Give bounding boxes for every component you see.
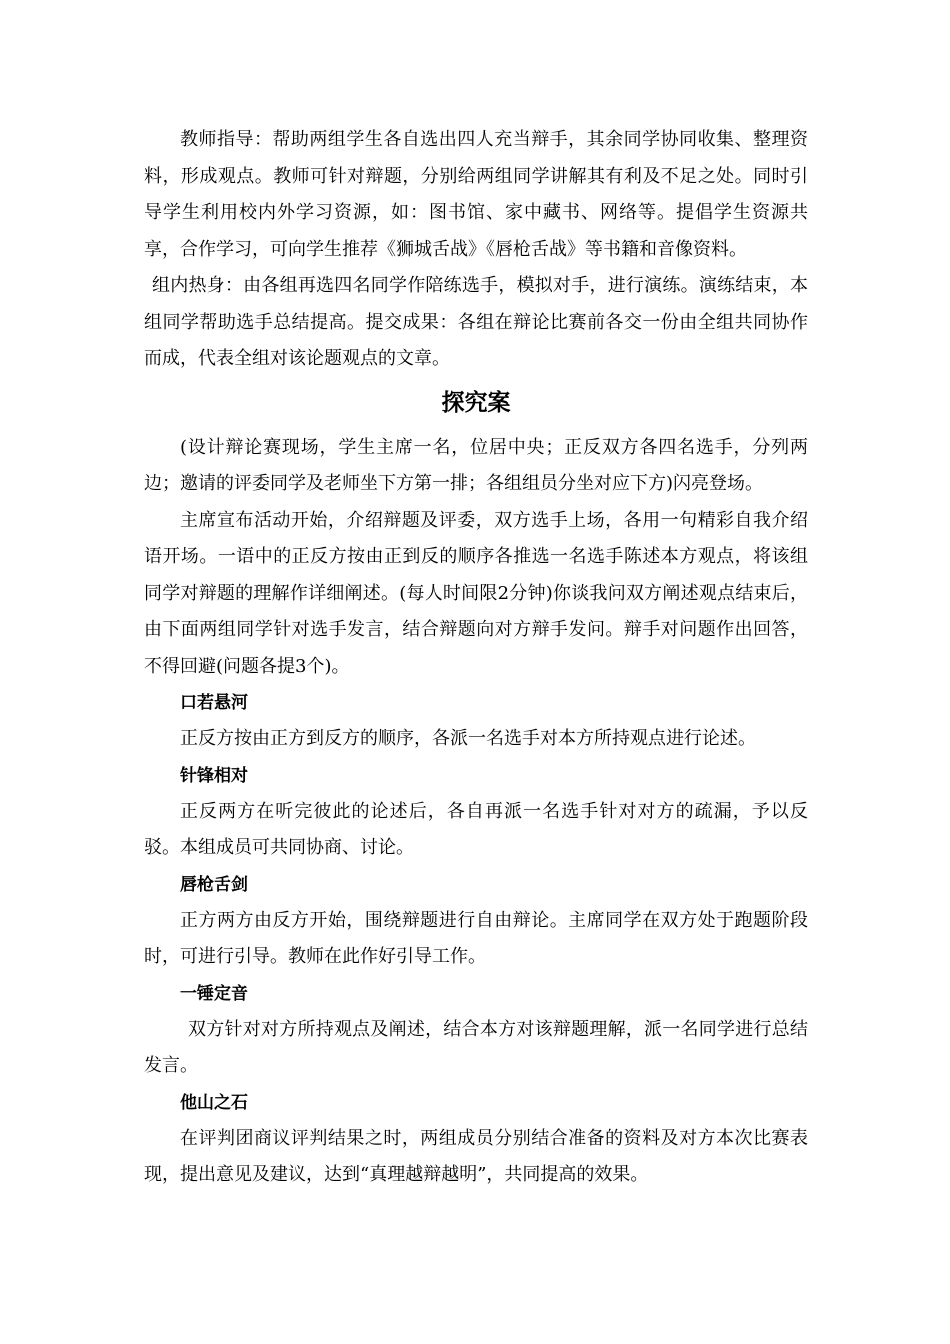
stage-title-1: 口若悬河 <box>180 693 248 713</box>
section-title: 探究案 <box>441 389 511 416</box>
stage-text-1: 正反方按由正方到反方的顺序，各派一名选手对本方所持观点进行论述。 <box>180 728 756 749</box>
paragraph-teacher-guidance: 教师指导：帮助两组学生各自选出四人充当辩手，其余同学协同收集、整理资料，形成观点。教师可针对辩题，分别给两组同学讲解其有利及不足之处。同时引导学生利用校内外学习资源，如：图书馆、家中藏书、网络等。提倡学生资源共享，合作学习，可向学生推荐《狮城舌战》《唇枪舌战》等书籍和音像资料。 <box>144 129 808 260</box>
stage-title-4: 一锤定音 <box>180 983 248 1004</box>
stage-title-2: 针锋相对 <box>180 765 248 786</box>
stage-text-4: 双方针对对方所持观点及阐述，结合本方对该辩题理解，派一名同学进行总结发言。 <box>144 1018 808 1076</box>
stage-text-2: 正反两方在听完彼此的论述后，各自再派一名选手针对对方的疏漏，予以反驳。本组成员可共同协商、讨论。 <box>144 800 808 858</box>
stage-title-5: 他山之石 <box>180 1092 248 1113</box>
paragraph-group-warmup: 组内热身：由各组再选四名同学作陪练选手，模拟对手，进行演练。演练结束，本组同学帮助选手总结提高。提交成果：各组在辩论比赛前各交一份由全组共同协作而成，代表全组对该论题观点的文章。 <box>144 275 808 369</box>
paragraph-setup: (设计辩论赛现场，学生主席一名，位居中央；正反双方各四名选手，分列两边；邀请的评委同学及老师坐下方第一排；各组组员分坐对应下方)闪亮登场。 <box>144 436 808 494</box>
stage-text-5: 在评判团商议评判结果之时，两组成员分别结合准备的资料及对方本次比赛表现，提出意见及建议，达到“真理越辩越明”，共同提高的效果。 <box>144 1127 808 1185</box>
stage-text-3: 正方两方由反方开始，围绕辩题进行自由辩论。主席同学在双方处于跑题阶段时，可进行引导。教师在此作好引导工作。 <box>144 909 808 967</box>
stage-title-3: 唇枪舌剑 <box>180 874 248 895</box>
paragraph-opening: 主席宣布活动开始，介绍辩题及评委，双方选手上场，各用一句精彩自我介绍语开场。一语中的正反方按由正到反的顺序各推选一名选手陈述本方观点，将该组同学对辩题的理解作详细阐述。(每人时间限2分钟)你谈我问双方阐述观点结束后，由下面两组同学针对选手发言，结合辩题向对方辩手发问。辩手对问题作出回答，不得回避(问题各提3个)。 <box>144 509 808 677</box>
document-page <box>144 122 808 1194</box>
